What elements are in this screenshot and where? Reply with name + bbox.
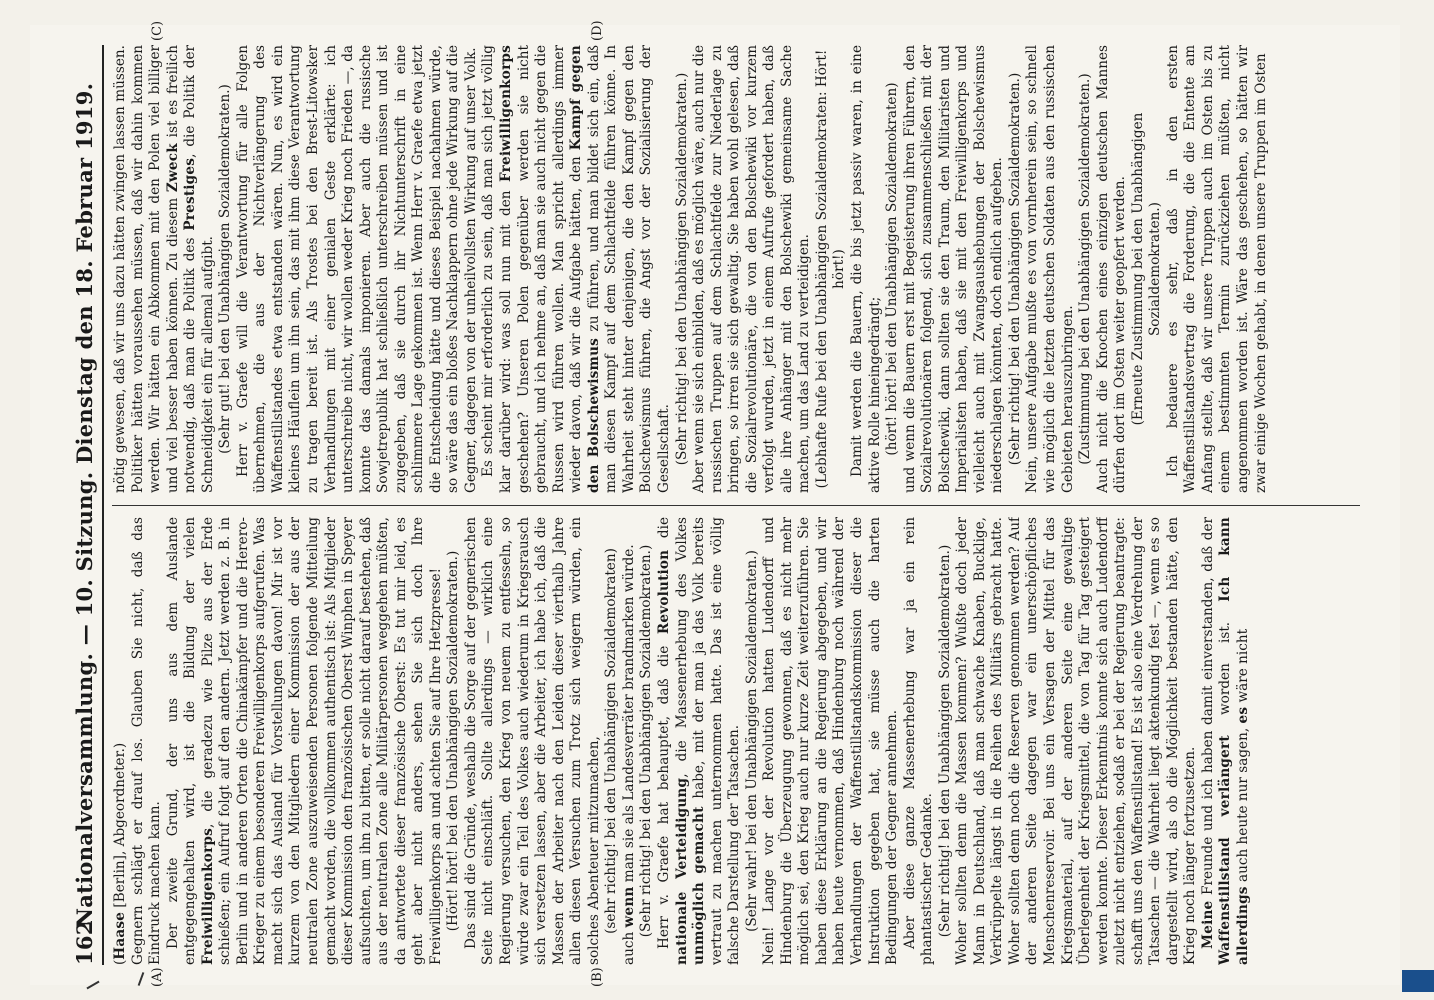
paragraph: Meine Freunde und ich haben damit einverstanden, daß der Waffenstillstand verlängert worden ist. Ich kann allerdings auch heute nur sagen, es wäre nicht: [1199, 517, 1251, 965]
paragraph: (Sehr richtig! bei den Unabhängigen Sozialdemokraten.): [936, 544, 953, 938]
paragraph: (Sehr gut! bei den Unabhängigen Sozialdemokraten.): [217, 84, 234, 454]
paragraph: Es scheint mir erforderlich zu sein, daß man sich jetzt völlig klar darüber wird: was soll nun mit den Freiwilligenkorps geschehen? Unseren Polen gegenüber werden sie nicht gebraucht, und ich nehme an, daß man sie auch nicht gegen die Russen wird führen wollen. Man spricht allerdings immer wieder davon, daß wir die Aufgabe hätten, den Kampf gegen den Bolschewismus zu führen, und man bildet sich ein, daß man diesen Kampf auf dem Schlachtfelde führen könne. In Wahrheit steht hinter denjenigen, die den Kampf gegen den Bolschewismus führen, die Angst vor der Sozialisierung der Gesellschaft.: [480, 45, 672, 493]
margin-marker-b: (B): [590, 967, 605, 987]
page-title: Nationalversammlung. — 10. Sitzung. Dienstag den 18. Februar 1919.: [72, 82, 97, 928]
paragraph: Herr v. Graefe will die Verantwortung für alle Folgen übernehmen, die aus der Nichtverlängerung des Waffenstillstandes etwa entstanden wären. Nun, es wird ein kleines Häuflein um ihn sein, das mit ihm diese Verantwortung zu tragen bereit ist. Als Trostes bei den Brest-Litowsker Verhandlungen mit einer genialen Geste erklärte: ich unterschreibe nicht, wir wollen weder Krieg noch Frieden —, da konnte das damals imponieren. Aber auch die russische Sowjetrepublik hat schließlich unterschreiben müssen und ist zugegeben, daß sie durch ihr Nichtunterschrift in eine schlimmere Lage gekommen ist. Wenn Herr v. Graefe etwa jetzt die Entscheidung hätte und dieses Beispiel nachahmen würde, so wäre das ein bloßes Nachklappern ohne jede Wirkung auf die Gegner, dagegen von der unheilvollsten Wirkung auf unser Volk.: [234, 45, 479, 493]
paragraph: Damit werden die Bauern, die bis jetzt passiv waren, in eine aktive Rolle hineingedrängt;: [848, 45, 883, 493]
margin-marker-d: (D): [590, 20, 605, 41]
paragraph: (Hört! hört! bei den Unabhängigen Sozialdemokraten.): [445, 550, 462, 932]
right-text-column: [112, 45, 1360, 493]
paragraph: (Sehr richtig! bei den Unabhängigen Sozialdemokraten.): [1006, 72, 1023, 466]
paragraph: Herr v. Graefe hat behauptet, daß die Revolution die nationale Verteidigung, die Massenerhebung des Volkes unmöglich gemacht habe, mit der man ja das Volk bereits vertraut zu machen unternommen hatte. Das ist eine völlig falsche Darstellung der Tatsachen.: [655, 517, 743, 965]
digitization-credit: [1408, 8, 1430, 998]
paragraph: Ich bedauere es sehr, daß in den ersten Waffenstillstandsvertrag die Forderung, die die Entente am Anfang stellte, daß wir unsere Truppen auch im Osten bis zu einem bestimmten Termin zurückziehen müßten, nicht angenommen worden ist. Wäre das geschehen, so hätten wir zwar einige Wochen gehabt, in denen unsere Truppen im Osten: [1164, 45, 1269, 493]
margin-marker-c: (C): [150, 20, 165, 41]
paragraph: (Haase [Berlin], Abgeordneter.): [112, 742, 128, 965]
paragraph: (Sehr richtig! bei den Unabhängigen Sozialdemokraten.): [638, 544, 655, 938]
paragraph: (Sehr wahr! bei den Unabhängigen Sozialdemokraten.): [743, 550, 760, 932]
header-rule: [102, 45, 104, 965]
paragraph: Nein, unsere Aufgabe mußte es von vornherein sein, so schnell wie möglich die letzten deutschen Soldaten aus den russischen Gebieten herauszubringen.: [1024, 45, 1076, 493]
paragraph: Aber wenn sie sich einbilden, daß es möglich wäre, auch nur die russischen Truppen auf dem Schlachtfelde zur Niederlage zu bringen, so irren sie sich gewaltig. Sie haben wohl gelesen, daß die Sozialrevolutionäre, die von den Bolschewiki vor kurzem verfolgt wurden, jetzt in einem Aufrufe gefordert haben, daß alle ihre Anhänger mit den Bolschewiki gemeinsame Sache machen, um das Land zu verteidigen.: [691, 45, 813, 493]
paragraph: (Sehr richtig! bei den Unabhängigen Sozialdemokraten.): [673, 72, 690, 466]
paragraph: auch wenn man sie als Landesverräter brandmarken würde.: [620, 544, 637, 965]
paragraph: Aber diese ganze Massenerhebung war ja ein rein phantastischer Gedanke.: [901, 517, 936, 965]
paragraph: (Erneute Zustimmung bei den Unabhängigen Sozialdemokraten.): [1129, 112, 1164, 426]
paragraph: Das sind die Gründe, weshalb die Sorge auf der gegnerischen Seite nicht einschläft. Sollte allerdings — wirklich eine Regierung versuchen, den Krieg von neuem zu entfesseln, so würde zwar ein Teil des Volkes auch wiederum in Kriegsrausch sich versetzen lassen, aber die Arbeiter, ich habe ich, daß die Massen der Arbeiter nach den Leiden dieser vierthalb Jahre allen diesen Versuchen zum Trotz sich weigern würden, ein solches Abenteuer mitzumachen,: [462, 517, 602, 965]
paragraph: (Zustimmung bei den Unabhängigen Sozialdemokraten.): [1077, 73, 1094, 465]
page-header: [70, 45, 100, 965]
dfg-logo: [1402, 970, 1434, 992]
newspaper-page: [30, 20, 1400, 987]
paragraph: Woher sollten denn die Massen kommen? Wußte doch jeder Mann in Deutschland, daß man schwache Knaben, Bucklige, Verkrüppelte längst in die Reihen des Militärs gebracht hatte. Woher sollten denn noch die Reserven genommen werden? Auf der anderen Seite dagegen war ein unerschöpfliches Menschenreservoir. Bei uns ein Versagen der Mittel für das Kriegsmaterial, auf der anderen Seite eine gewaltige Überlegenheit der Kriegsmittel, die von Tag für Tag gesteigert werden konnte. Dieser Erkenntnis konnte sich auch Ludendorff zuletzt nicht entziehen, sodaß er bei der Regierung beantragte: schafft uns den Waffenstillstand! Es ist also eine Verdrehung der Tatsachen — die Wahrheit liegt aktenkundig fest —, wenn es so dargestellt wird, als ob die Möglichkeit bestanden hätte, den Krieg noch länger fortzusetzen.: [954, 517, 1199, 965]
paragraph: (Lebhafte Rufe bei den Unabhängigen Sozialdemokraten: Hört! hört!): [813, 49, 848, 489]
paragraph: (sehr richtig! bei den Unabhängigen Sozialdemokraten): [603, 548, 620, 934]
paragraph: Auch nicht die Knochen eines einzigen deutschen Mannes dürfen dort im Osten weiter geopfert werden.: [1094, 45, 1129, 493]
paragraph: nötig gewesen, daß wir uns dazu hätten zwingen lassen müssen. Politiker hätten voraussehen müssen, daß wir dahin kommen werden. Wir hätten ein Abkommen mit den Polen viel billiger und viel besser haben können. Zu diesem Zweck ist es freilich notwendig, daß man die Politik des Prestiges, die Politik der Schneidigkeit ein für allemal aufgibt.: [112, 45, 216, 493]
column-divider: [112, 505, 1360, 506]
paragraph: Der zweite Grund, der uns aus dem Auslande entgegengehalten wird, ist die Bildung der vielen Freiwilligenkorps, die geradezu wie Pilze aus der Erde schießen; ein Aufruf folgt auf den andern. Jetzt werden z. B. in Berlin und in anderen Orten die Chinakämpfer und die Herero-Krieger zu einem besonderen Freiwilligenkorps aufgerufen. Was macht sich das Ausland für Vorstellungen davon! Mir ist vor kurzem von den Mitgliedern einer Kommission der aus der neutralen Zone auszuweisenden Personen folgende Mitteilung gemacht worden, die vollkommen authentisch ist: Als Mitglieder dieser Kommission den französischen Oberst Winphen in Speyer aufsuchten, um ihn zu bitten, er solle nicht darauf bestehen, daß aus der neutralen Zone alle Militärpersonen weggehen müßten, da antwortete dieser französische Oberst: Es tut mir leid, es geht aber nicht anders, sehen Sie sich doch Ihre Freiwilligenkorps an und achten Sie auf Ihre Hetzpresse!: [164, 517, 444, 965]
paragraph: Nein! Lange vor der Revolution hatten Ludendorff und Hindenburg die Überzeugung gewonnen, daß es nicht mehr möglich sei, den Krieg auch nur kurze Zeit weiterzuführen. Sie haben diese Erklärung an die Regierung abgegeben, und wir haben heute vernommen, daß Hindenburg noch während der Verhandlungen der Waffenstillstandskommission dieser die Instruktion gegeben hat, sie müsse auch die harten Bedingungen der Gegner annehmen.: [761, 517, 901, 965]
paragraph: Gegnern schlägt er drauf los. Glauben Sie nicht, daß das Eindruck machen kann.: [129, 517, 164, 965]
page-number: 162: [72, 920, 97, 965]
paragraph: und wenn die Bauern erst mit Begeisterung ihren Führern, den Sozialrevolutionären folgend, sich zusammenschließen mit der Bolschewiki, dann sollten sie den Traum, den Militaristen und Imperialisten haben, daß sie mit den Freiwilligenkorps und vielleicht auch mit Zwangsaushebungen der Bolschewismus niederschlagen könnten, doch endlich aufgeben.: [901, 45, 1006, 493]
paragraph: (hört! hört! bei den Unabhängigen Sozialdemokraten): [884, 82, 901, 456]
margin-marker-a: (A): [150, 967, 165, 987]
left-text-column: [112, 517, 1360, 965]
